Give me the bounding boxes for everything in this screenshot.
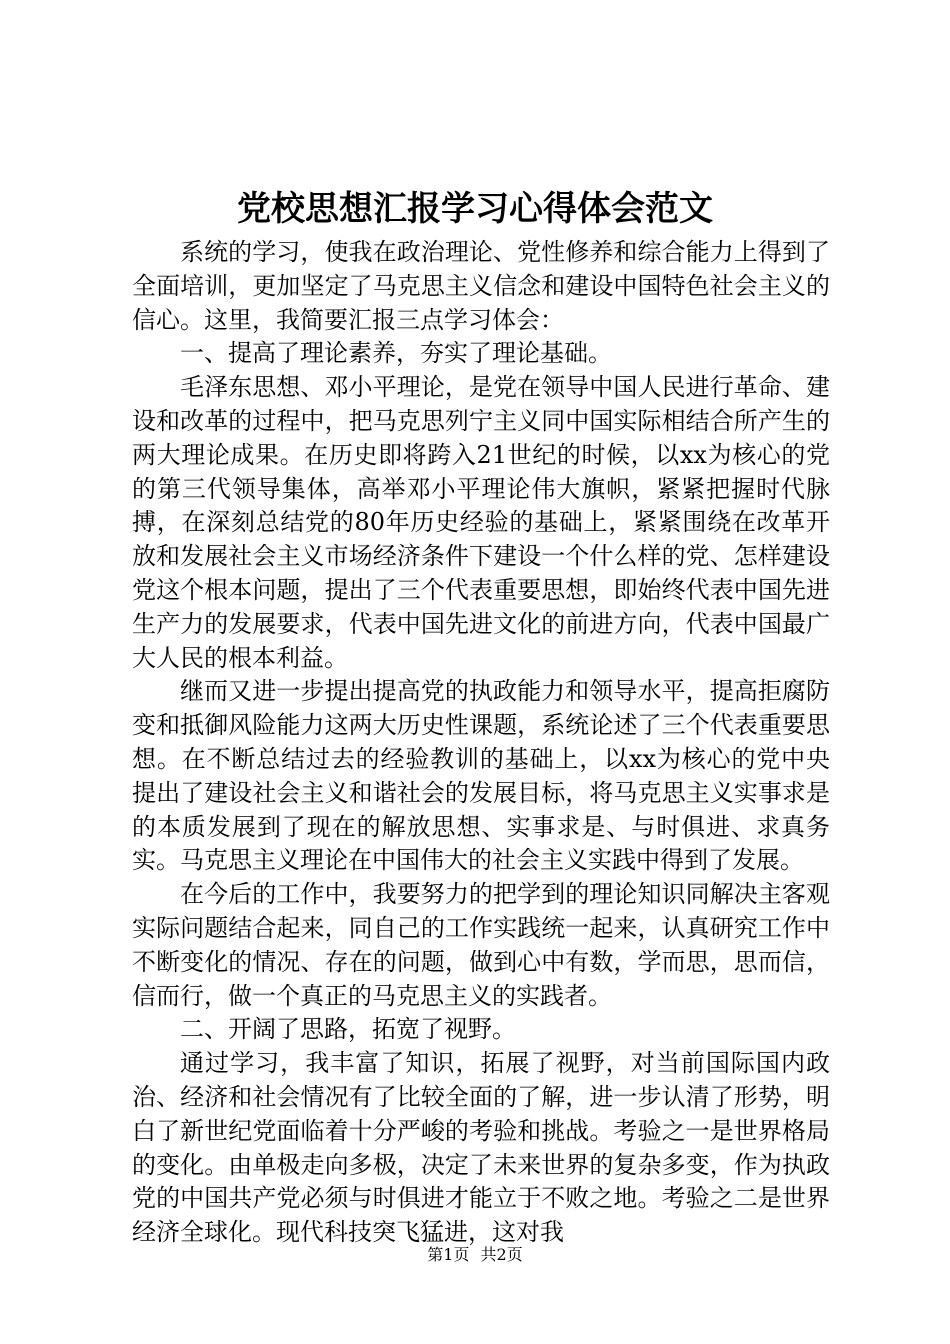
paragraph: 继而又进一步提出提高党的执政能力和领导水平，提高拒腐防变和抵御风险能力这两大历史性课题，系统论述了三个代表重要思想。在不断总结过去的经验教训的基础上，以xx为核心的党中央提出了建设社会主义和谐社会的发展目标，将马克思主义实事求是的本质发展到了现在的解放思想、实事求是、与时俱进、求真务实。马克思主义理论在中国伟大的社会主义实践中得到了发展。	[132, 677, 830, 875]
section-heading: 一、提高了理论素养，夯实了理论基础。	[180, 339, 612, 368]
paragraph: 毛泽东思想、邓小平理论，是党在领导中国人民进行革命、建设和改革的过程中，把马克思列宁主义同中国实际相结合所产生的两大理论成果。在历史即将跨入21世纪的时候，以xx为核心的党的第三代领导集体，高举邓小平理论伟大旗帜，紧紧把握时代脉搏，在深刻总结党的80年历史经验的基础上，紧紧围绕在改革开放和发展社会主义市场经济条件下建设一个什么样的党、怎样建设党这个根本问题，提出了三个代表重要思想，即始终代表中国先进生产力的发展要求，代表中国先进文化的前进方向，代表中国最广大人民的根本利益。	[132, 373, 830, 672]
page-number-total: 共2页	[480, 1245, 523, 1264]
paragraph: 通过学习，我丰富了知识，拓展了视野，对当前国际国内政治、经济和社会情况有了比较全面的了解，进一步认清了形势，明白了新世纪党面临着十分严峻的考验和挑战。考验之一是世界格局的变化。由单极走向多极，决定了未来世界的复杂多变，作为执政党的中国共产党必须与时俱进才能立于不败之地。考验之二是世界经济全球化。现代科技突飞猛进，这对我	[132, 1049, 830, 1247]
page-number-current: 第1页	[427, 1245, 470, 1264]
page-footer	[0, 1244, 950, 1266]
document-body	[132, 236, 830, 1250]
section-heading: 二、开阔了思路，拓宽了视野。	[180, 1015, 516, 1044]
paragraph: 系统的学习，使我在政治理论、党性修养和综合能力上得到了全面培训，更加坚定了马克思主义信念和建设中国特色社会主义的信心。这里，我简要汇报三点学习体会：	[132, 238, 830, 334]
paragraph: 在今后的工作中，我要努力的把学到的理论知识同解决主客观实际问题结合起来，同自己的工作实践统一起来，认真研究工作中不断变化的情况、存在的问题，做到心中有数，学而思，思而信，信而行，做一个真正的马克思主义的实践者。	[132, 880, 830, 1010]
document-title: 党校思想汇报学习心得体会范文	[237, 189, 713, 229]
